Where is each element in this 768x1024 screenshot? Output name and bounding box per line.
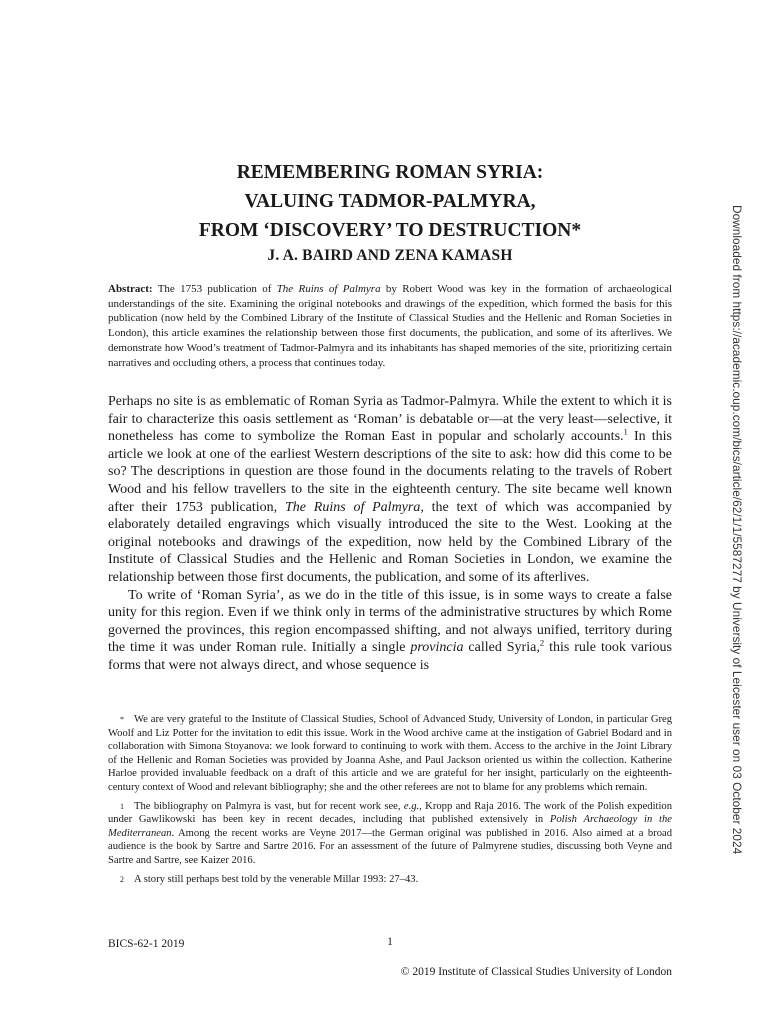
title-line-2: VALUING TADMOR-PALMYRA, (244, 191, 536, 212)
title-line-1: REMEMBERING ROMAN SYRIA: (236, 162, 544, 183)
copyright-notice: © 2019 Institute of Classical Studies University of London (400, 966, 672, 978)
footnote-ref-2[interactable]: 2 (539, 637, 545, 648)
journal-reference: BICS-62-1 2019 (108, 938, 185, 950)
title-line-3: FROM ‘DISCOVERY’ TO DESTRUCTION* (198, 220, 582, 241)
abstract-book-title: The Ruins of Palmyra (276, 283, 381, 295)
footnote-ref-1[interactable]: 1 (623, 426, 628, 437)
footnote-star: * We are very grateful to the Institute of Classical Studies, School of Advanced Study, University of London, in particular Greg Woolf and Liz Potter for the invitation to edit this issue. Work in the Wood archive came at the instigation of Gabriel Bodard and in collaboration with Simona Stoyanova: we look forward to continuing to work with them. Access to the archive in the Joint Library of the Hellenic and Roman Societies was provided by Joanna Ashe, and Paul Jackson oriented us within the collection. Katherine Harloe provided invaluable feedback on a draft of this article and we are grateful for her insight, particularly on the eighteenth-century context of Wood and relevant bibliography; she and the other referees are not to blame for any problems which remain. (108, 714, 672, 793)
footnote-1: 1 The bibliography on Palmyra is vast, but for recent work see, e.g., Kropp and Raja 2016. The work of the Polish expedition under Gawlikowski has been key in recent decades, including that published extensively in Polish Archaeology in the Mediterranean. Among the recent works are Veyne 2017—the German original was published in 2016. Also aimed at a broad audience is the book by Sartre and Sartre 2016. For an assessment of the future of Palmyrene studies, discussing both Veyne and Sartre and Sartre, see Kaizer 2016. (108, 800, 672, 866)
abstract: Abstract: The 1753 publication of The Ruins of Palmyra by Robert Wood was key in the formation of archaeological understandings of the site. Examining the original notebooks and drawings of the expedition, which formed the basis for this publication (now held by the Combined Library of the Institute of Classical Studies and the Hellenic and Roman Societies in London), this article examines the relationship between those first documents, the publication, and some of its afterlives. We demonstrate how Wood’s treatment of Tadmor-Palmyra and its inhabitants has shaped memories of the site, prioritizing certain narratives and occluding others, a process that continues today. (108, 283, 673, 369)
page-number: 1 (387, 936, 393, 948)
abstract-label: Abstract: (108, 283, 153, 295)
body-paragraph-1: Perhaps no site is as emblematic of Roman Syria as Tadmor-Palmyra. While the extent to which it is fair to characterize this oasis settlement as ‘Roman’ is debatable or—at the very least—selective, it nonetheless has come to symbolize the Roman East in popular and scholarly accounts.$^1$ In this article we look at one of the earliest Western descriptions of the site to ask: how did this come to be so? The descriptions in question are those found in the documents relating to the travels of Robert Wood and his fellow travellers to the site in the eighteenth century. The site became well known after their 1753 publication, The Ruins of Palmyra, the text of which was accompanied by elaborately detailed engravings which visually introduced the site to the West. Looking at the original notebooks and drawings of the expedition, now held by the Combined Library of the Institute of Classical Studies and the Hellenic and Roman Societies in London, we examine the relationship between those first documents, the publication, and some of its afterlives. (108, 394, 673, 585)
article-title (108, 158, 672, 245)
footnotes (108, 713, 672, 891)
body-text (108, 393, 672, 675)
body-paragraph-2: To write of ‘Roman Syria’, as we do in the title of this issue, is in some ways to create a false unity for this region. Even if we think only in terms of the administrative structures by which Rome governed the provinces, this region encompassed shifting, and not always unified, territory during the time it was under Roman rule. Initially a single provincia called Syria,$^2$ this rule took various forms that were not always direct, and whose sequence is (108, 587, 672, 673)
authors: J. A. BAIRD AND ZENA KAMASH (267, 247, 513, 264)
download-watermark: Downloaded from https://academic.oup.com/bics/article/62/1/1/5587277 by University of Leicester user on 03 October 2024 (730, 205, 744, 855)
footnote-2: 2 A story still perhaps best told by the venerable Millar 1993: 27–43. (120, 873, 419, 885)
